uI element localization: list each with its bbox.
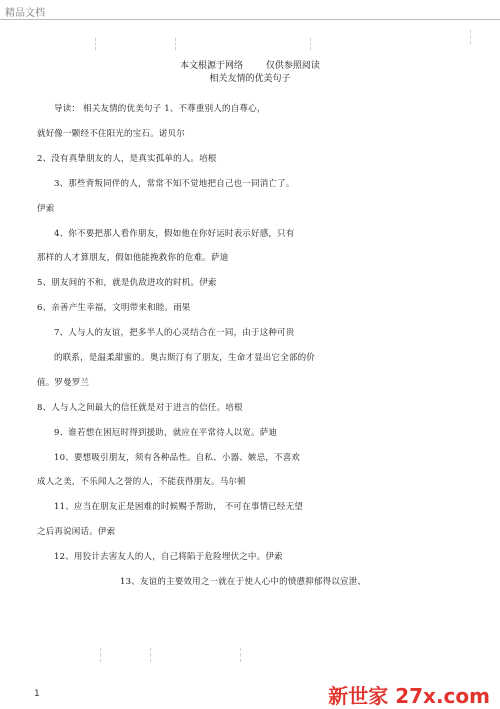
text-line: 5、朋友间的不和，就是仇敌进攻的时机。伊索 bbox=[37, 278, 217, 288]
scan-mark bbox=[240, 648, 242, 662]
document-title: 相关友情的优美句子 bbox=[209, 74, 291, 84]
header-rule bbox=[0, 19, 500, 20]
scan-mark bbox=[470, 30, 472, 44]
text-line: 2、没有真挚朋友的人，是真实孤单的人。培根 bbox=[37, 154, 217, 164]
text-line: 值。罗曼罗兰 bbox=[37, 378, 90, 388]
text-line: 4、你不要把那人看作朋友，假如他在你好运时表示好感，只有 bbox=[54, 229, 295, 239]
text-line: 导读： 相关友情的优美句子 1、不尊重别人的自尊心， bbox=[54, 104, 266, 114]
text-line: 10、要想吸引朋友，须有各种品性。自私、小器、嫉忌，不喜欢 bbox=[54, 453, 301, 463]
text-line: 9、谁若想在困厄时得到援助，就应在平常待人以宽。萨迪 bbox=[54, 428, 278, 438]
text-line: 之后再说闲话。伊索 bbox=[37, 527, 116, 537]
site-watermark: 新世家 27x.com bbox=[328, 684, 490, 708]
text-line: 那样的人才算朋友，假如他能挽救你的危难。萨迪 bbox=[37, 253, 229, 263]
scan-mark bbox=[100, 648, 102, 662]
scan-mark bbox=[150, 648, 152, 662]
text-line: 3、那些背叛同伴的人，常常不知不觉地把自己也一同消亡了。 bbox=[54, 179, 295, 189]
text-line: 11、应当在朋友正是困难的时候赐予帮助， 不可在事情已经无望 bbox=[54, 502, 304, 512]
header-label: 精品文档 bbox=[5, 8, 45, 19]
scan-mark bbox=[310, 38, 312, 50]
text-line: 13、友谊的主要效用之一就在于使人心中的愤懑抑郁得以宣泄、 bbox=[120, 577, 367, 587]
text-line: 成人之美，不乐闻人之誉的人，不能获得朋友。马尔顿 bbox=[37, 477, 246, 487]
text-line: 7、人与人的友谊，把多半人的心灵结合在一同，由于这种可贵 bbox=[54, 328, 295, 338]
page-number: 1 bbox=[34, 689, 40, 699]
text-line: 的联系，是温柔甜蜜的。奥古斯汀有了朋友，生命才显出它全部的价 bbox=[54, 353, 316, 363]
scan-mark bbox=[175, 38, 177, 50]
text-line: 就好像一颗经不住阳光的宝石。诺贝尔 bbox=[37, 129, 185, 139]
scan-mark bbox=[95, 38, 97, 50]
text-line: 6、亲善产生幸福，文明带来和睦。雨果 bbox=[37, 303, 191, 313]
text-line: 伊索 bbox=[37, 204, 55, 214]
text-line: 8、人与人之间最大的信任就是对于进言的信任。培根 bbox=[37, 403, 243, 413]
text-line: 12、用狡计去害友人的人，自己将陷于危险埋伏之中。伊索 bbox=[54, 552, 283, 562]
source-notice: 本文根源于网络 仅供参照阅读 bbox=[180, 61, 320, 71]
